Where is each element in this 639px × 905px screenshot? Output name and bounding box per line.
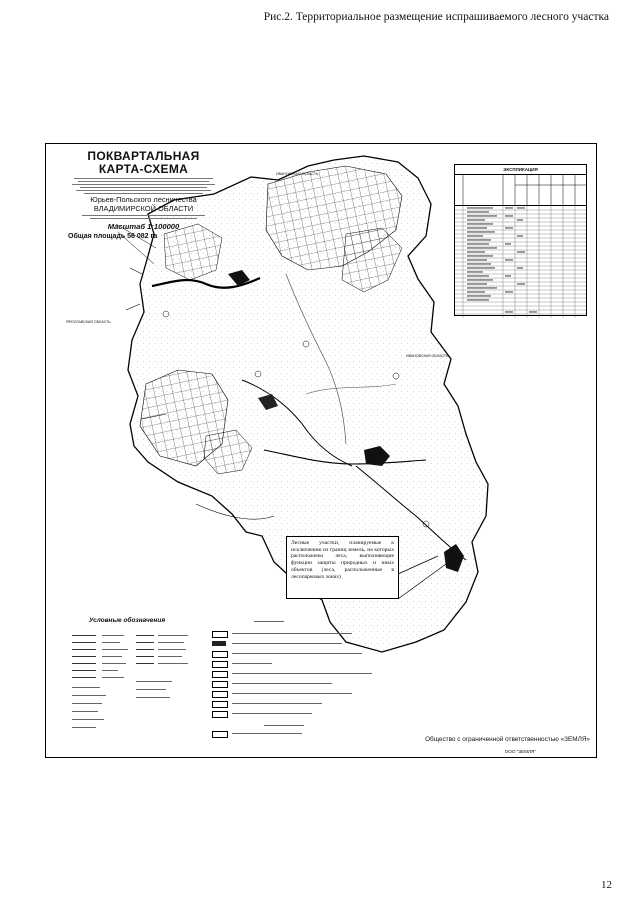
figure-caption: Рис.2. Территориальное размещение испрашиваемого лесного участка (263, 11, 609, 23)
forest-map (45, 143, 597, 758)
map-subtitle-notes (56, 178, 231, 194)
explication-header (455, 175, 586, 206)
map-title-block (56, 150, 231, 240)
legend-title: Условные обозначения (89, 617, 166, 624)
total-area: Общая площадь 56 082 га (68, 233, 158, 240)
title-note-lines (56, 215, 231, 219)
map-title-line2: КАРТА-СХЕМА (98, 162, 189, 176)
explication-table (454, 164, 587, 316)
forestry-name: Юрьев-Польского лесничества (90, 195, 197, 204)
map-legend (54, 617, 434, 747)
label-yaroslavl: ЯРОСЛАВСКАЯ ОБЛАСТЬ (66, 320, 111, 324)
label-ivanovo-north: ИВАНОВСКАЯ ОБЛАСТЬ (276, 172, 319, 176)
company-short-name: ООО "ЗЕМЛЯ" (504, 749, 536, 754)
page-number: 12 (601, 879, 612, 891)
explication-title: ЭКСПЛИКАЦИЯ (455, 165, 586, 175)
map-title-line1: ПОКВАРТАЛЬНАЯ (87, 149, 200, 163)
region-name: ВЛАДИМИРСКОЙ ОБЛАСТИ (93, 204, 194, 213)
excluded-plots-callout: Лесные участки, планируемые к исключению из границ земель, на которых расположены леса, выполняющие функции защиты природных и иных объектов (леса, расположенные в лесопарковых зонах) (286, 536, 399, 599)
company-name: Общество с ограниченной ответственностью «ЗЕМЛЯ» (425, 736, 590, 743)
label-ivanovo-east: ИВАНОВСКАЯ ОБЛАСТЬ (406, 354, 449, 358)
map-scale: Масштаб 1:100000 (107, 222, 180, 231)
